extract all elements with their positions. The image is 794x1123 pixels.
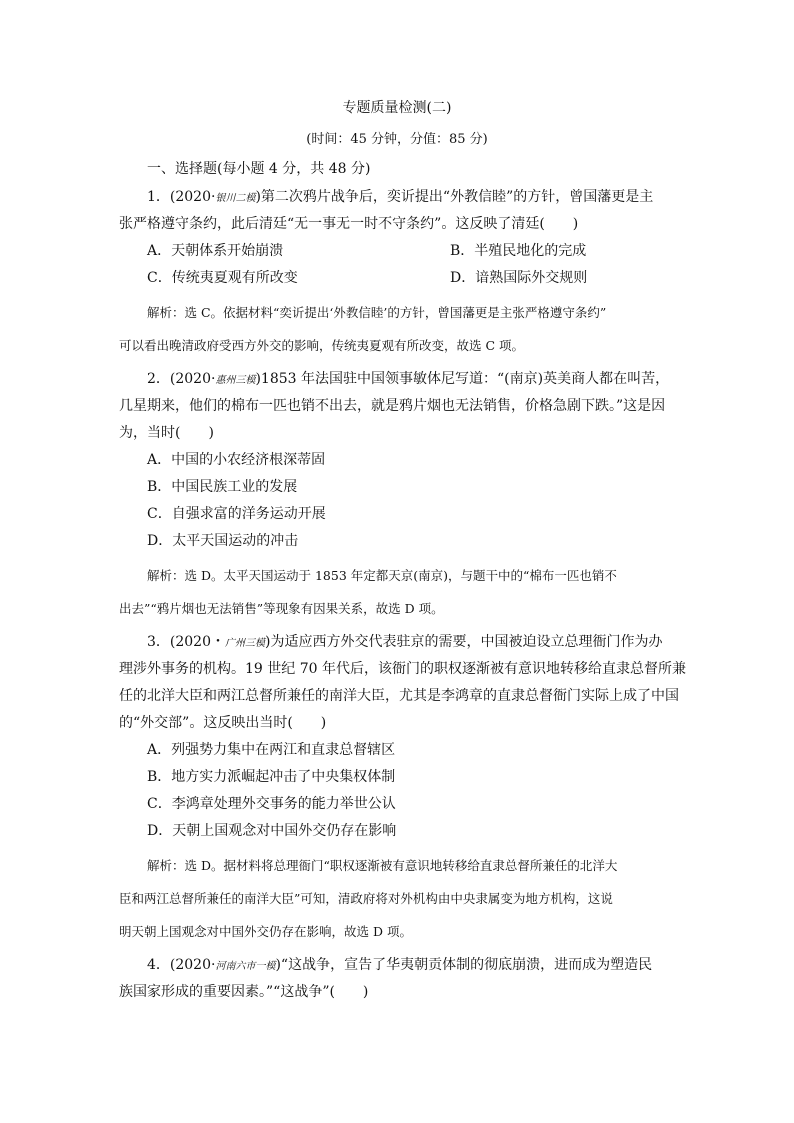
q2-line-1 [147, 369, 669, 391]
q3-line-2: 理涉外事务的机构。19 世纪 70 年代后，该衙门的职权逐渐被有意识地转移给直隶总督所兼 [119, 661, 686, 677]
q2-analysis-2: 出去”“鸦片烟也无法销售”等现象有因果关系，故选 D 项。 [119, 601, 444, 616]
q1-option-a: A．天朝体系开始崩溃 [147, 243, 284, 259]
q4-line-2: 族国家形成的重要因素。”“这战争”( ) [119, 984, 369, 1000]
q4-number: 4．(2020· [147, 957, 216, 973]
q2-line-3: 为，当时( ) [119, 425, 214, 441]
page-title: 专题质量检测(二) [342, 100, 452, 116]
q3-line-3: 任的北洋大臣和两江总督所兼任的南洋大臣，尤其是李鸿章的直隶总督衙门实际上成了中国 [119, 688, 679, 704]
q3-analysis-1: 解析：选 D。据材料将总理衙门“职权逐渐被有意识地转移给直隶总督所兼任的北洋大 [147, 858, 618, 873]
q3-line-4: 的“外交部”。这反映出当时( ) [119, 715, 327, 731]
q1-number: 1．(2020· [147, 189, 216, 205]
q1-option-d: D．谙熟国际外交规则 [450, 270, 588, 286]
q4-text-1: )“这战争，宣告了华夷朝贡体制的彻底崩溃，进而成为塑造民 [275, 957, 653, 973]
q4-line-1 [147, 955, 652, 977]
q3-source: 广州三模 [225, 638, 265, 649]
q1-option-c: C．传统夷夏观有所改变 [147, 270, 298, 286]
q2-text-1: )1853 年法国驻中国领事敏体尼写道：“(南京)英美商人都在叫苦， [255, 371, 670, 387]
q2-option-c: C．自强求富的洋务运动开展 [147, 506, 326, 522]
q3-option-d: D．天朝上国观念对中国外交仍存在影响 [147, 823, 397, 839]
q4-source: 河南六市一模 [215, 961, 276, 972]
q2-option-d: D．太平天国运动的冲击 [147, 533, 299, 549]
q2-line-2: 几星期来，他们的棉布一匹也销不出去，就是鸦片烟也无法销售，价格急剧下跌。”这是因 [119, 398, 666, 414]
q3-number: 3．(2020・ [147, 634, 225, 650]
section-heading: 一、选择题(每小题 4 分，共 48 分) [147, 161, 371, 177]
q2-analysis-1: 解析：选 D。太平天国运动于 1853 年定都天京(南京)，与题干中的“棉布一匹也销不 [147, 568, 617, 583]
q3-analysis-3: 明天朝上国观念对中国外交仍存在影响，故选 D 项。 [119, 924, 412, 939]
q3-text-1: )为适应西方外交代表驻京的需要，中国被迫设立总理衙门作为办 [265, 634, 663, 650]
q2-source: 惠州三模 [215, 375, 256, 386]
q3-option-c: C．李鸿章处理外交事务的能力举世公认 [147, 796, 396, 812]
q1-source: 银川二模 [215, 193, 256, 204]
page-subtitle: (时间：45 分钟，分值：85 分) [306, 132, 488, 147]
q1-line-2: 张严格遵守条约，此后清廷“无一事无一时不守条约”。这反映了清廷( ) [119, 216, 579, 232]
q3-analysis-2: 臣和两江总督所兼任的南洋大臣”可知，清政府将对外机构由中央隶属变为地方机构，这说 [119, 891, 613, 906]
q2-option-b: B．中国民族工业的发展 [147, 479, 298, 495]
q3-option-b: B．地方实力派崛起冲击了中央集权体制 [147, 769, 396, 785]
q1-option-b: B．半殖民地化的完成 [450, 243, 587, 259]
q1-analysis-2: 可以看出晚清政府受西方外交的影响，传统夷夏观有所改变，故选 C 项。 [119, 338, 525, 353]
q2-option-a: A．中国的小农经济根深蒂固 [147, 452, 326, 468]
q3-option-a: A．列强势力集中在两江和直隶总督辖区 [147, 742, 396, 758]
q2-number: 2．(2020· [147, 371, 216, 387]
q1-text-1: )第二次鸦片战争后，奕䜣提出“外教信睦”的方针，曾国藩更是主 [255, 189, 654, 205]
q1-analysis-1: 解析：选 C。依据材料“奕䜣提出‘外教信睦’的方针，曾国藩更是主张严格遵守条约” [147, 305, 607, 320]
q3-line-1 [147, 632, 662, 654]
q1-line-1 [147, 187, 653, 209]
